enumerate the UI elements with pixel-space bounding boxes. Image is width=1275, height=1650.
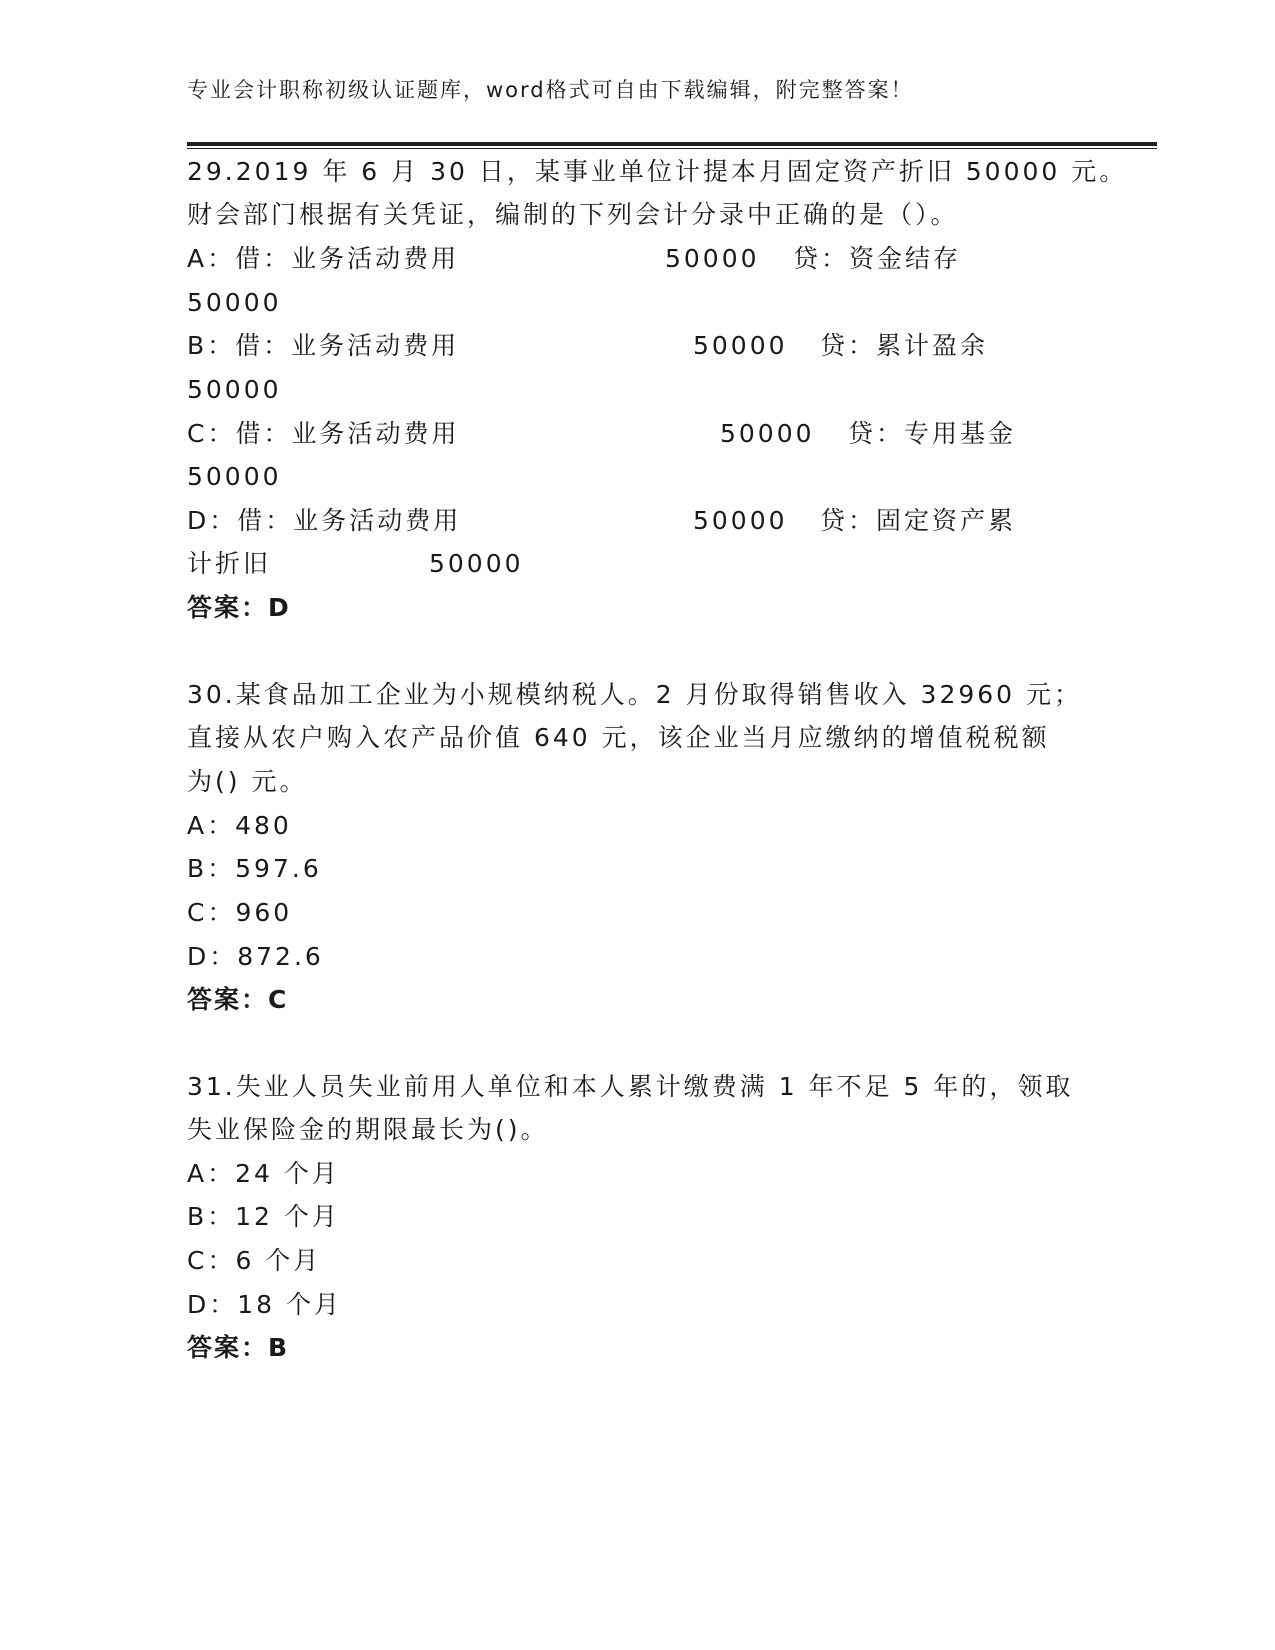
option-c-prefix: C：借：业务活动费用	[187, 419, 460, 448]
option-d-continuation	[187, 544, 1092, 584]
option-d-debit-amount: 50000	[693, 506, 788, 535]
option-d: D：18 个月	[187, 1290, 343, 1319]
question-stem-line: 直接从农户购入农产品价值 640 元，该企业当月应缴纳的增值税税额	[187, 723, 1050, 752]
option-c-debit-amount: 50000	[720, 419, 815, 448]
option-d: D：872.6	[187, 942, 324, 971]
option-a-debit-amount: 50000	[665, 244, 760, 273]
option-d-prefix: D：借：业务活动费用	[187, 506, 462, 535]
option-b: B：597.6	[187, 854, 322, 883]
header-rule-thick	[187, 142, 1157, 146]
option-b-prefix: B：借：业务活动费用	[187, 331, 460, 360]
answer: 答案：D	[187, 593, 291, 622]
question-stem-line: 31.失业人员失业前用人单位和本人累计缴费满 1 年不足 5 年的，领取	[187, 1072, 1074, 1101]
option-b-continuation: 50000	[187, 375, 282, 404]
option-c: C：960	[187, 898, 293, 927]
option-a: A：480	[187, 811, 292, 840]
option-b-debit-amount: 50000	[693, 331, 788, 360]
question-stem-line: 为() 元。	[187, 767, 308, 796]
option-d-credit: 贷：固定资产累	[820, 506, 1017, 535]
question-stem-line: 30.某食品加工企业为小规模纳税人。2 月份取得销售收入 32960 元；	[187, 680, 1083, 709]
option-b	[187, 326, 1092, 366]
option-b: B：12 个月	[187, 1202, 340, 1231]
option-d	[187, 501, 1092, 541]
option-c-continuation: 50000	[187, 462, 282, 491]
option-b-credit: 贷：累计盈余	[820, 331, 989, 360]
question-stem-line: 29.2019 年 6 月 30 日，某事业单位计提本月固定资产折旧 50000 元。	[187, 157, 1128, 186]
header-rule-thin	[187, 148, 1157, 149]
option-a-continuation: 50000	[187, 288, 282, 317]
option-d-continuation-amount: 50000	[429, 549, 524, 578]
option-d-continuation-text: 计折旧	[187, 549, 272, 578]
option-a-credit: 贷：资金结存	[793, 244, 962, 273]
option-c: C：6 个月	[187, 1246, 322, 1275]
option-c	[187, 414, 1092, 454]
question-stem-line: 财会部门根据有关凭证，编制的下列会计分录中正确的是（）。	[187, 200, 959, 229]
option-c-credit: 贷：专用基金	[848, 419, 1017, 448]
page-header: 专业会计职称初级认证题库，word格式可自由下载编辑，附完整答案！	[187, 78, 914, 102]
option-a: A：24 个月	[187, 1159, 340, 1188]
answer: 答案：C	[187, 985, 289, 1014]
option-a	[187, 239, 1092, 279]
answer: 答案：B	[187, 1333, 290, 1362]
question-stem-line: 失业保险金的期限最长为()。	[187, 1115, 549, 1144]
option-a-prefix: A：借：业务活动费用	[187, 244, 460, 273]
